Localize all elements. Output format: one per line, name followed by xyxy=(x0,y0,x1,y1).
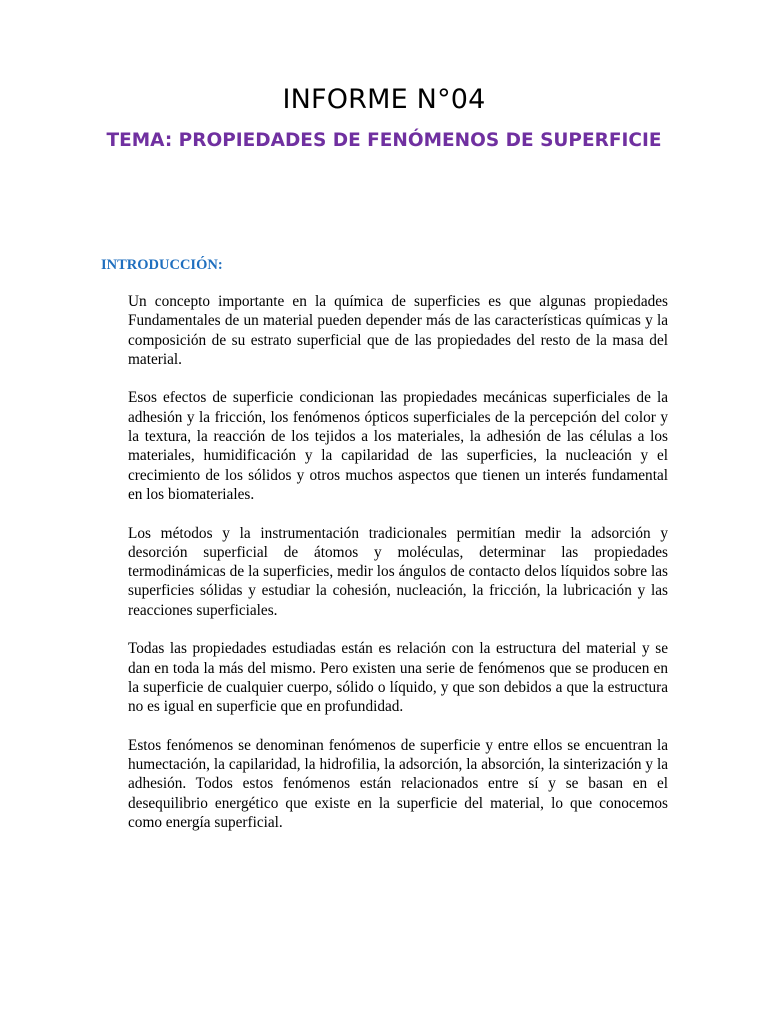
paragraph-3: Los métodos y la instrumentación tradicionales permitían medir la adsorción y desorción superficial de átomos y moléculas, determinar las propiedades termodinámicas de la superficies, medir los ángulos de contacto delos líquidos sobre las superficies sólidas y estudiar la cohesión, nucleación, la fricción, la lubricación y las reacciones superficiales. xyxy=(128,524,668,619)
document-body xyxy=(128,292,668,852)
paragraph-5: Estos fenómenos se denominan fenómenos de superficie y entre ellos se encuentran la humectación, la capilaridad, la hidrofilia, la adsorción, la absorción, la sinterización y la adhesión. Todos estos fenómenos están relacionados entre sí y se basan en el desequilibrio energético que existe en la superficie del material, lo que conocemos como energía superficial. xyxy=(128,736,668,832)
paragraph-1: Un concepto importante en la química de superficies es que algunas propiedades Fundamentales de un material pueden depender más de las características químicas y la composición de su estrato superficial que de las propiedades del resto de la masa del material. xyxy=(128,293,668,368)
document-title: INFORME N°04 xyxy=(282,84,486,115)
document-subtitle: TEMA: PROPIEDADES DE FENÓMENOS DE SUPERFICIE xyxy=(106,130,662,151)
paragraph-2: Esos efectos de superficie condicionan las propiedades mecánicas superficiales de la adhesión y la fricción, los fenómenos ópticos superficiales de la percepción del color y la textura, la reacción de los tejidos a los materiales, la adhesión de las células a los materiales, humidificación y la capilaridad de las superficies, la nucleación y el crecimiento de los sólidos y otros muchos aspectos que tienen un interés fundamental en los biomateriales. xyxy=(128,389,668,503)
section-heading-introduction: INTRODUCCIÓN: xyxy=(101,257,223,273)
paragraph-4: Todas las propiedades estudiadas están es relación con la estructura del material y se dan en toda la más del mismo. Pero existen una serie de fenómenos que se producen en la superficie de cualquier cuerpo, sólido o líquido, y que son debidos a que la estructura no es igual en superficie que en profundidad. xyxy=(128,640,668,716)
